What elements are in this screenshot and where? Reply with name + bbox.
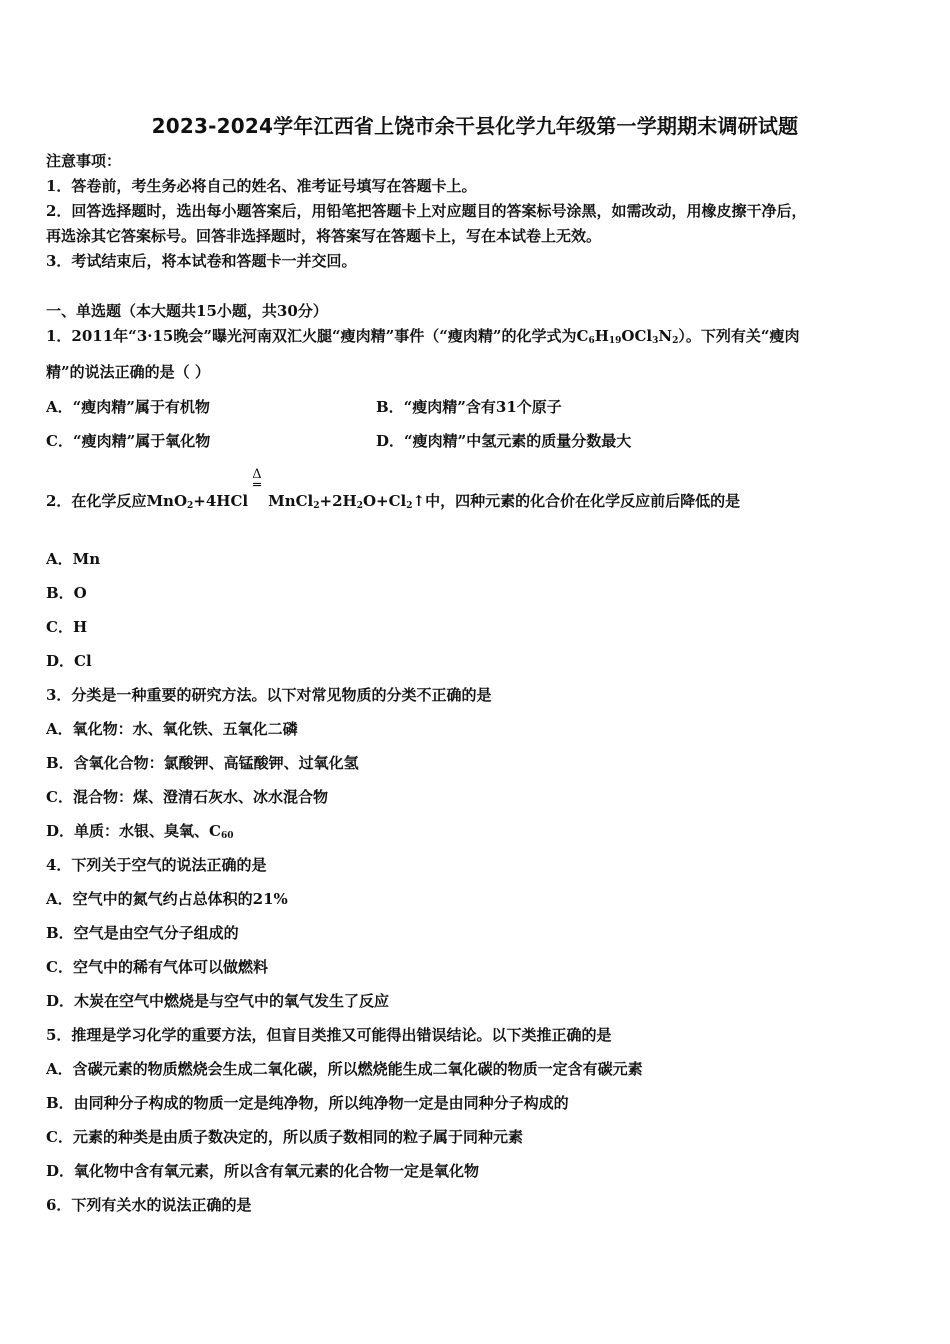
q1-option-c: C．“瘦肉精”属于氧化物 — [46, 432, 211, 450]
q3-stem: 3．分类是一种重要的研究方法。以下对常见物质的分类不正确的是 — [46, 686, 492, 704]
q2-option-b: B．O — [46, 584, 87, 602]
notice-item-3: 3．考试结束后，将本试卷和答题卡一并交回。 — [46, 252, 357, 270]
q4-option-a: A．空气中的氮气约占总体积的21% — [46, 890, 288, 908]
q1-option-a: A．“瘦肉精”属于有机物 — [46, 398, 210, 416]
page-title: 2023-2024学年江西省上饶市余干县化学九年级第一学期期末调研试题 — [151, 114, 799, 138]
section-heading: 一、单选题（本大题共15小题，共30分） — [46, 302, 328, 320]
q4-option-d: D．木炭在空气中燃烧是与空气中的氧气发生了反应 — [46, 992, 390, 1010]
q6-stem: 6．下列有关水的说法正确的是 — [46, 1196, 252, 1214]
q3-option-c: C．混合物：煤、澄清石灰水、冰水混合物 — [46, 788, 328, 806]
q4-option-c: C．空气中的稀有气体可以做燃料 — [46, 958, 268, 976]
q1-option-b: B．“瘦肉精”含有31个原子 — [376, 398, 562, 416]
q2-option-d: D．Cl — [46, 652, 92, 670]
q3-option-b: B．含氧化合物：氯酸钾、高锰酸钾、过氧化氢 — [46, 754, 359, 772]
q5-option-a: A．含碳元素的物质燃烧会生成二氧化碳，所以燃烧能生成二氧化碳的物质一定含有碳元素 — [46, 1060, 643, 1078]
q4-option-b: B．空气是由空气分子组成的 — [46, 924, 239, 942]
q2-option-a: A．Mn — [46, 550, 101, 568]
q3-option-a: A．氧化物：水、氧化铁、五氧化二磷 — [46, 720, 298, 738]
q3-option-d: D．单质：水银、臭氧、$C_{60}$ — [46, 822, 234, 841]
notice-heading: 注意事项： — [46, 152, 122, 170]
notice-item-1: 1．答卷前，考生务必将自己的姓名、准考证号填写在答题卡上。 — [46, 177, 477, 195]
q1-stem-cont: 精”的说法正确的是（ ） — [46, 363, 210, 381]
notice-item-2-cont: 再选涂其它答案标号。回答非选择题时，将答案写在答题卡上，写在本试卷上无效。 — [46, 227, 602, 245]
notice-item-2: 2．回答选择题时，选出每小题答案后，用铅笔把答题卡上对应题目的答案标号涂黑，如需改动，用橡皮擦干净后， — [46, 202, 807, 220]
reaction-condition: Δ ═ — [252, 467, 262, 493]
q5-option-d: D．氧化物中含有氧元素，所以含有氧元素的化合物一定是氧化物 — [46, 1162, 480, 1180]
q1-stem: 1．2011年“3·15晚会”曝光河南双汇火腿“瘦肉精”事件（“瘦肉精”的化学式为$C_6H_{19}OCl_3N_2$）。下列有关“瘦肉 — [46, 327, 800, 346]
q1-option-d: D．“瘦肉精”中氢元素的质量分数最大 — [376, 432, 632, 450]
q5-option-b: B．由同种分子构成的物质一定是纯净物，所以纯净物一定是由同种分子构成的 — [46, 1094, 569, 1112]
q2-option-c: C．H — [46, 618, 88, 636]
q5-stem: 5．推理是学习化学的重要方法，但盲目类推又可能得出错误结论。以下类推正确的是 — [46, 1026, 612, 1044]
q2-stem: 2．在化学反应MnO$_2$+4HCl $MnCl_2+2H_2O+Cl_2↑$中，四种元素的化合价在化学反应前后降低的是 — [46, 492, 741, 511]
q4-stem: 4．下列关于空气的说法正确的是 — [46, 856, 267, 874]
q5-option-c: C．元素的种类是由质子数决定的，所以质子数相同的粒子属于同种元素 — [46, 1128, 523, 1146]
